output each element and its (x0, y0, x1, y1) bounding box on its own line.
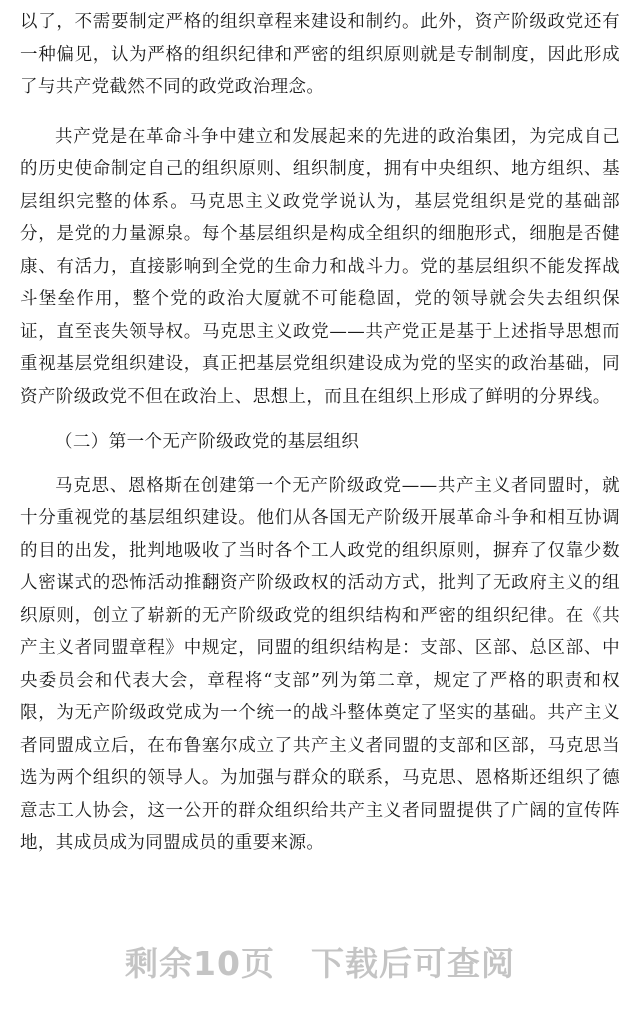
paragraph-continued: 以了，不需要制定严格的组织章程来建设和制约。此外，资产阶级政党还有一种偏见，认为严格的组织纪律和严密的组织原则就是专制制度，因此形成了与共产党截然不同的政党政治理念。 (20, 12, 620, 97)
paragraph-party-organization: 共产党是在革命斗争中建立和发展起来的先进的政治集团，为完成自己的历史使命制定自己的组织原则、组织制度，拥有中央组织、地方组织、基层组织完整的体系。马克思主义政党学说认为，基层党组织是党的基础部分，是党的力量源泉。每个基层组织是构成全组织的细胞形式，细胞是否健康、有活力，直接影响到全党的生命力和战斗力。党的基层组织不能发挥战斗堡垒作用，整个党的政治大厦就不可能稳固，党的领导就会失去组织保证，直至丧失领导权。马克思主义政党——共产党正是基于上述指导思想而重视基层党组织建设，真正把基层党组织建设成为党的坚实的政治基础，同资产阶级政党不但在政治上、思想上，而且在组织上形成了鲜明的分界线。 (20, 126, 620, 407)
download-prompt-banner[interactable] (0, 938, 640, 985)
download-to-view-text: 下载后可查阅 (310, 944, 515, 983)
paragraph-communist-league: 马克思、恩格斯在创建第一个无产阶级政党——共产主义者同盟时，就十分重视党的基层组织建设。他们从各国无产阶级开展革命斗争和相互协调的目的出发，批判地吸收了当时各个工人政党的组织原则，摒弃了仅靠少数人密谋式的恐怖活动推翻资产阶级政权的活动方式，批判了无政府主义的组织原则，创立了崭新的无产阶级政党的组织结构和严密的组织纪律。在《共产主义者同盟章程》中规定，同盟的组织结构是：支部、区部、总区部、中央委员会和代表大会，章程将“支部”列为第二章，规定了严格的职责和权限，为无产阶级政党成为一个统一的战斗整体奠定了坚实的基础。共产主义者同盟成立后，在布鲁塞尔成立了共产主义者同盟的支部和区部，马克思当选为两个组织的领导人。为加强与群众的联系，马克思、恩格斯还组织了德意志工人协会，这一公开的群众组织给共产主义者同盟提供了广阔的宣传阵地，其成员成为同盟成员的重要来源。 (20, 475, 620, 853)
document-body (20, 6, 620, 860)
section-heading: （二）第一个无产阶级政党的基层组织 (55, 432, 360, 452)
remaining-pages-text: 剩余10页 (125, 944, 275, 983)
